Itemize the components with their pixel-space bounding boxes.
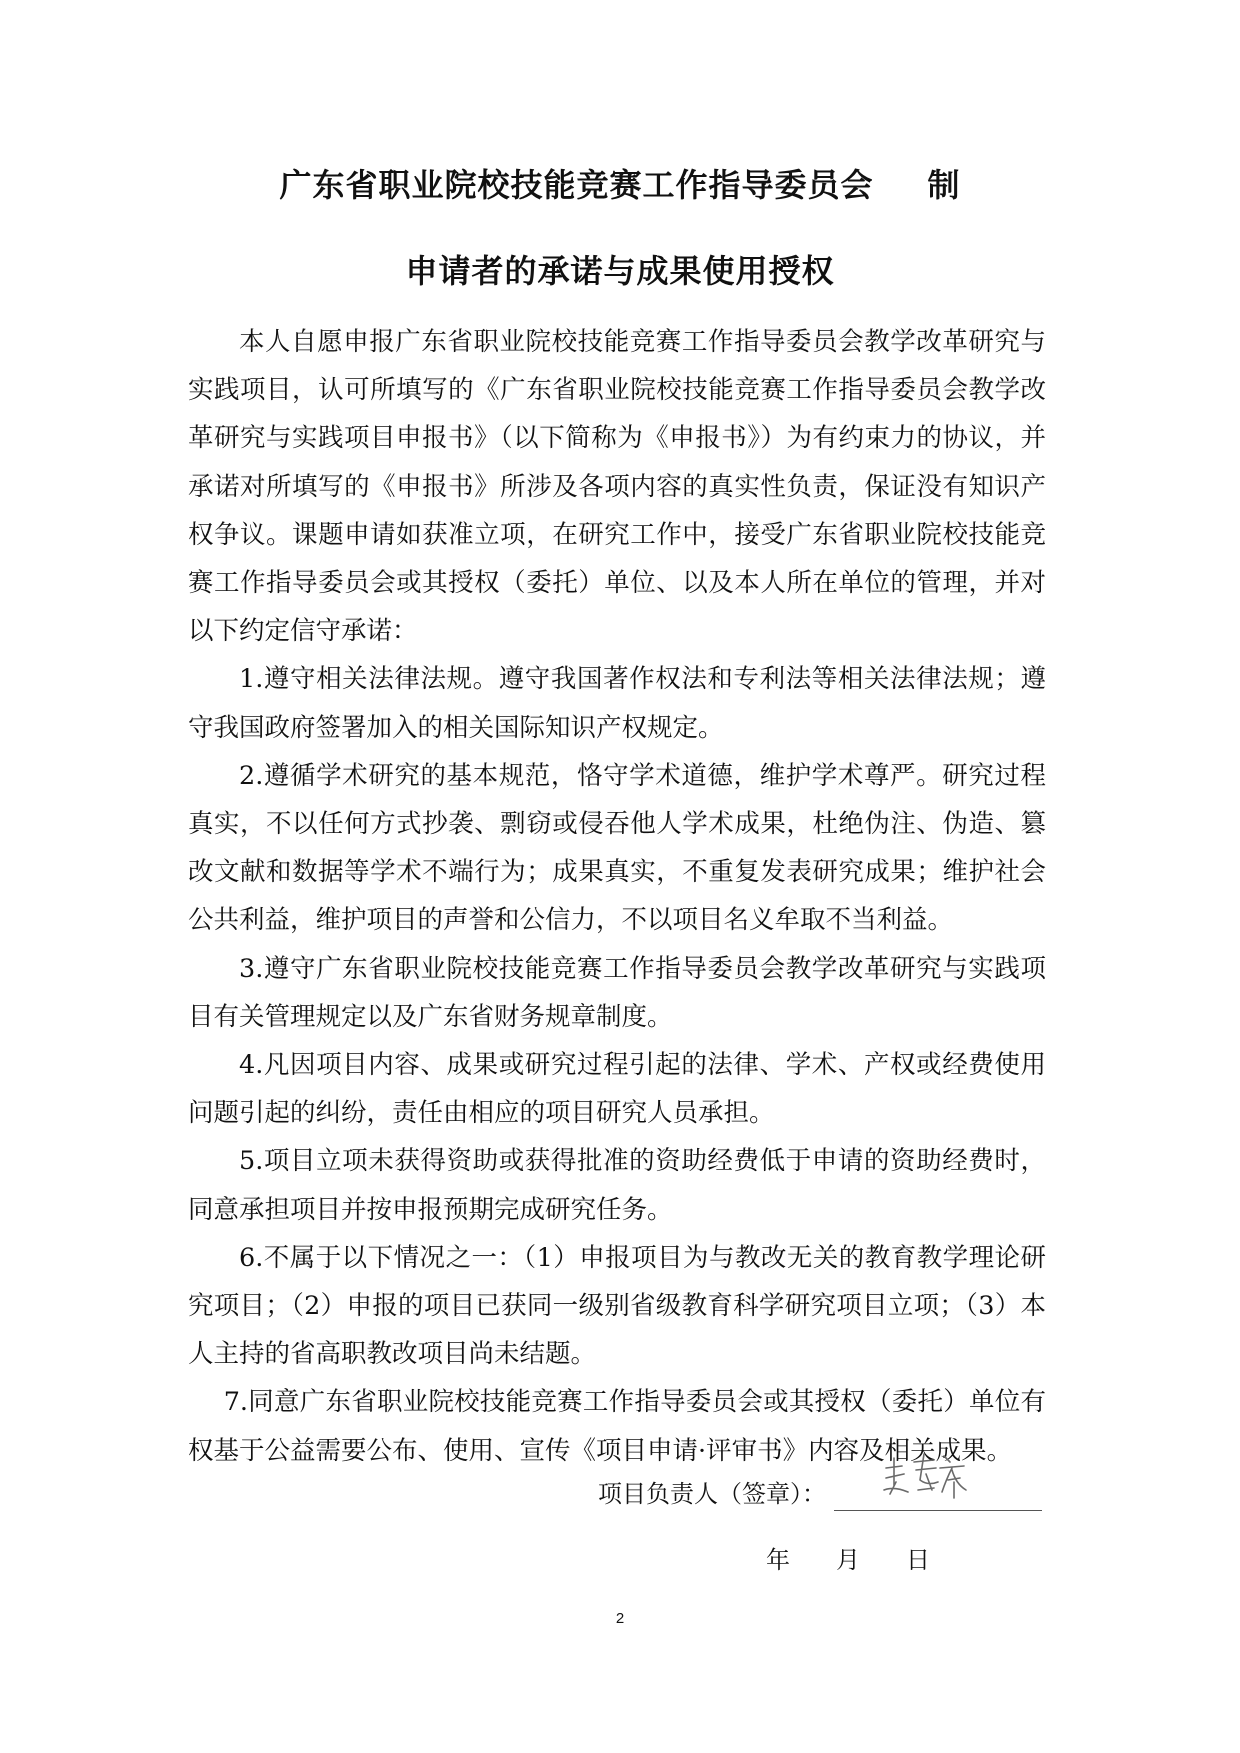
- document-title: 申请者的承诺与成果使用授权: [405, 252, 835, 290]
- commitment-item-2: 2.遵循学术研究的基本规范，恪守学术道德，维护学术尊严。研究过程真实，不以任何方式抄袭、剽窃或侵吞他人学术成果，杜绝伪注、伪造、篡改文献和数据等学术不端行为；成果真实，不重复发表研究成果；维护社会公共利益，维护项目的声誉和公信力，不以项目名义牟取不当利益。: [188, 760, 1046, 936]
- year-label: 年: [766, 1546, 790, 1574]
- month-label: 月: [836, 1546, 860, 1574]
- commitment-item-5: 5.项目立项未获得资助或获得批准的资助经费低于申请的资助经费时，同意承担项目并按申报预期完成研究任务。: [188, 1146, 1046, 1225]
- handwritten-signature: [880, 1446, 970, 1508]
- commitment-item-7: 7.同意广东省职业院校技能竞赛工作指导委员会或其授权（委托）单位有权基于公益需要公布、使用、宣传《项目申请·评审书》内容及相关成果。: [188, 1387, 1046, 1466]
- commitment-item-1: 1.遵守相关法律法规。遵守我国著作权法和专利法等相关法律法规；遵守我国政府签署加入的相关国际知识产权规定。: [188, 664, 1046, 743]
- commitment-item-4: 4.凡因项目内容、成果或研究过程引起的法律、学术、产权或经费使用问题引起的纠纷，责任由相应的项目研究人员承担。: [188, 1050, 1046, 1129]
- commitment-item-6: 6.不属于以下情况之一：（1）申报项目为与教改无关的教育教学理论研究项目；（2）申报的项目已获同一级别省级教育科学研究项目立项；（3）本人主持的省高职教改项目尚未结题。: [188, 1242, 1046, 1370]
- intro-paragraph: 本人自愿申报广东省职业院校技能竞赛工作指导委员会教学改革研究与实践项目，认可所填写的《广东省职业院校技能竞赛工作指导委员会教学改革研究与实践项目申报书》（以下简称为《申报书》）为有约束力的协议，并承诺对所填写的《申报书》所涉及各项内容的真实性负责，保证没有知识产权争议。课题申请如获准立项，在研究工作中，接受广东省职业院校技能竞赛工作指导委员会或其授权（委托）单位、以及本人所在单位的管理，并对以下约定信守承诺：: [188, 327, 1046, 647]
- signature-line: [834, 1510, 1042, 1511]
- made-by-label: 制: [927, 166, 961, 204]
- organization-name: 广东省职业院校技能竞赛工作指导委员会: [279, 166, 874, 204]
- commitment-body: [188, 318, 1046, 1475]
- signature-label: 项目负责人（签章）：: [598, 1480, 826, 1508]
- date-row: [766, 1540, 930, 1575]
- organization-heading: [0, 160, 1240, 206]
- commitment-item-3: 3.遵守广东省职业院校技能竞赛工作指导委员会教学改革研究与实践项目有关管理规定以及广东省财务规章制度。: [188, 953, 1046, 1032]
- day-label: 日: [906, 1546, 930, 1574]
- page-number: 2: [615, 1610, 625, 1627]
